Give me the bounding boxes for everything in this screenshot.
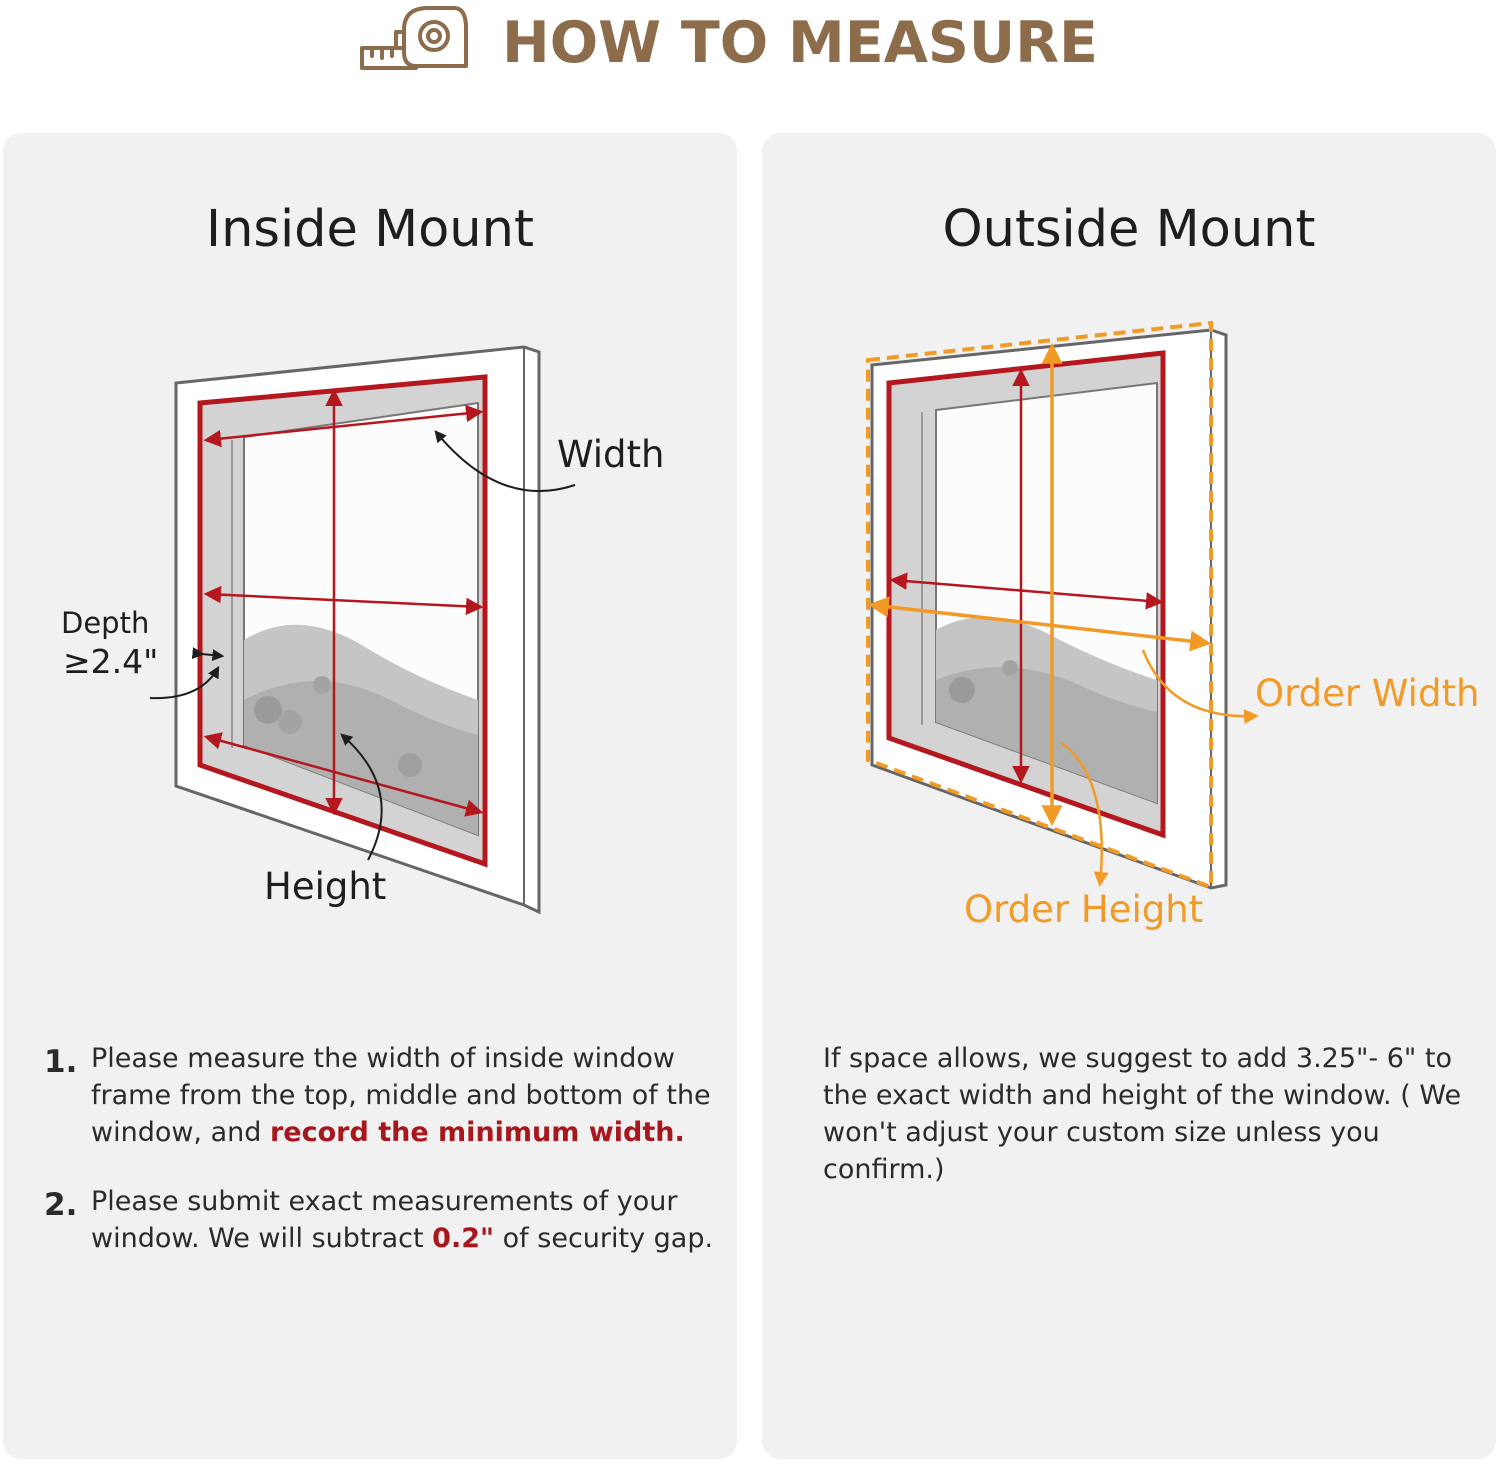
step-1-text: Please measure the width of inside window frame from the top, middle and bottom of the window, and xyxy=(91,1043,711,1148)
step-1-highlight: record the minimum width. xyxy=(269,1117,685,1148)
header xyxy=(0,0,1500,90)
outside-mount-title: Outside Mount xyxy=(942,200,1316,259)
step-2-number: 2. xyxy=(44,1187,78,1223)
tape-measure-icon xyxy=(358,2,470,74)
order-width-label: Order Width xyxy=(1255,672,1480,715)
step-2-tail: of security gap. xyxy=(494,1223,714,1254)
depth-label: Depth xyxy=(61,606,150,640)
step-2 xyxy=(44,1183,724,1257)
step-2-text: Please submit exact measurements of your window. We will subtract xyxy=(91,1186,678,1254)
page-title: HOW TO MEASURE xyxy=(502,10,1098,76)
outside-window-frame xyxy=(868,323,1226,888)
order-height-label: Order Height xyxy=(964,888,1204,931)
depth-value: ≥2.4" xyxy=(63,642,159,681)
outside-description: If space allows, we suggest to add 3.25"- 6" to the exact width and height of the window. ( We won't adjust your custom size unless you confirm.) xyxy=(823,1043,1462,1185)
outside-mount-diagram xyxy=(800,300,1490,950)
inside-mount-title: Inside Mount xyxy=(206,200,534,259)
height-label: Height xyxy=(264,865,387,908)
step-1 xyxy=(44,1040,724,1151)
window-frame xyxy=(176,347,539,912)
width-label: Width xyxy=(557,433,665,476)
step-2-highlight: 0.2" xyxy=(432,1223,495,1254)
step-1-number: 1. xyxy=(44,1044,78,1080)
inside-steps xyxy=(44,1040,724,1289)
